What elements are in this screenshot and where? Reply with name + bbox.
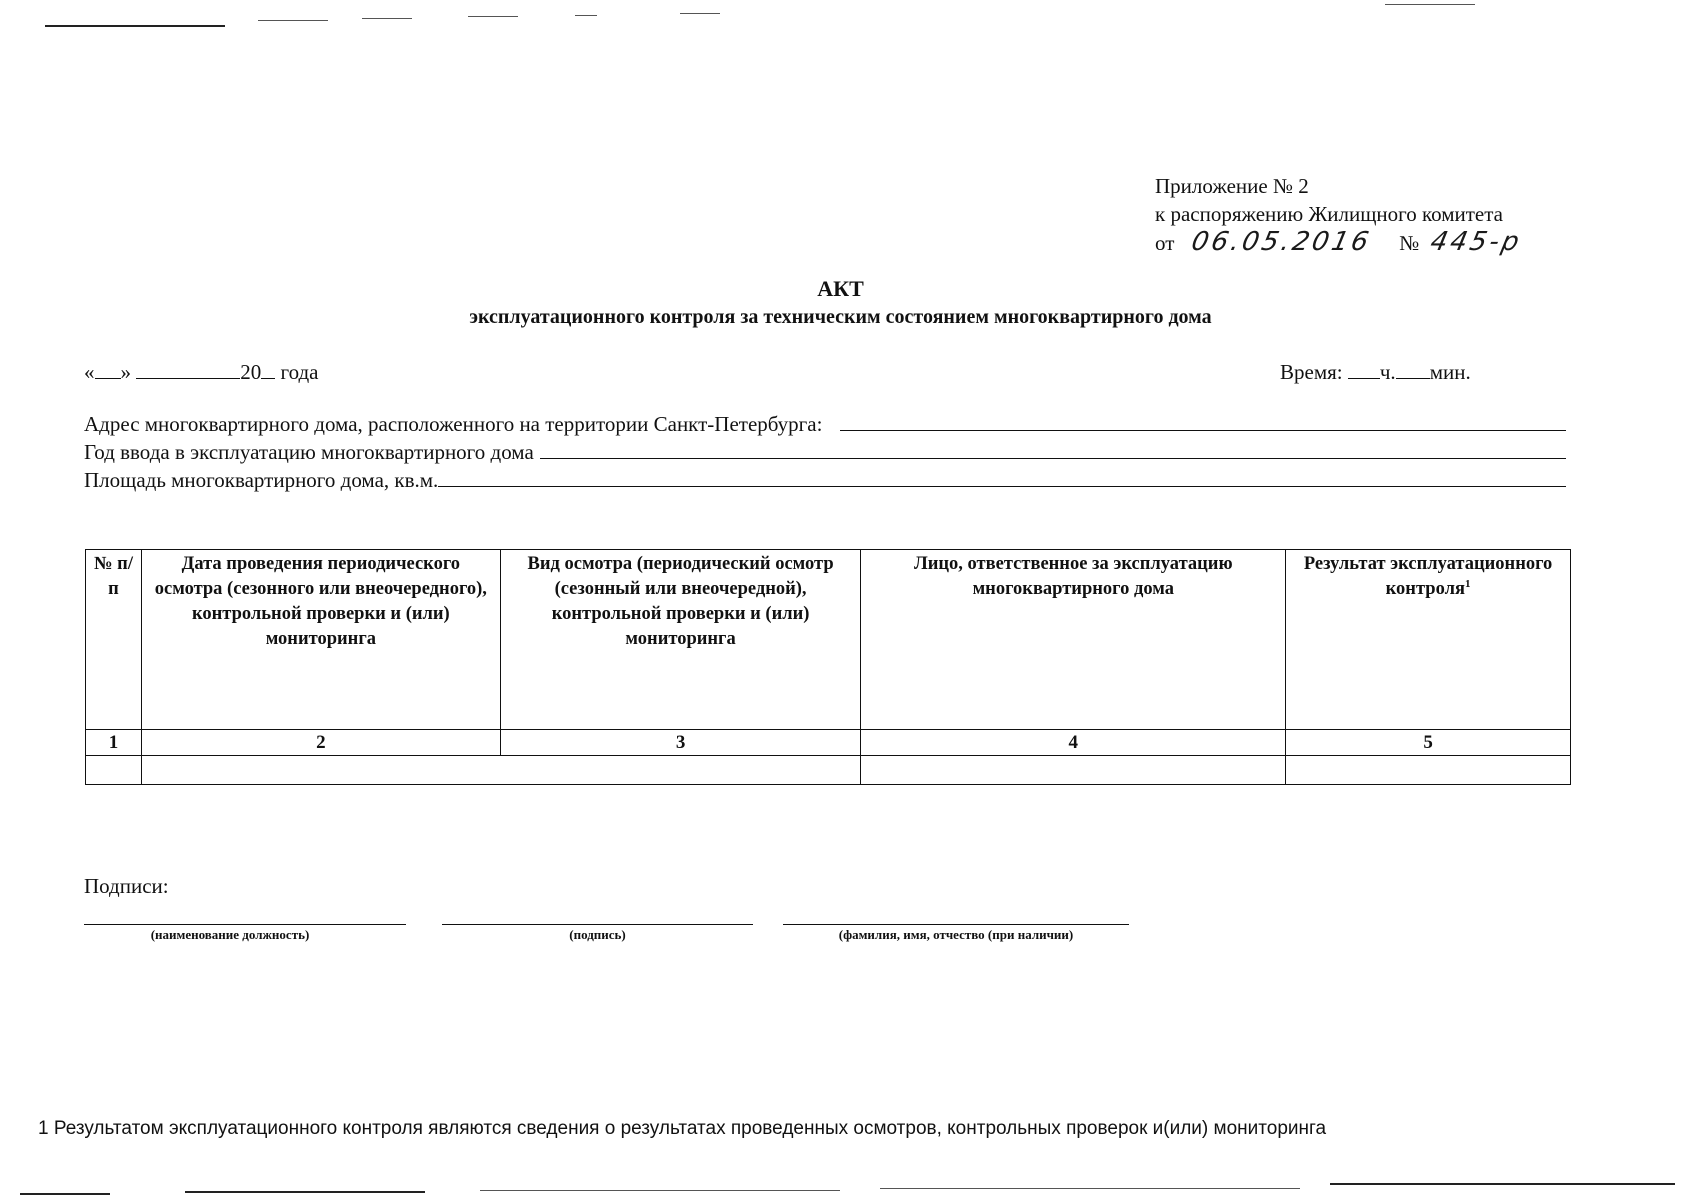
scan-artifact-bottom — [185, 1191, 425, 1193]
table-header-date: Дата проведения периодического осмотра (сезонного или внеочередного), контрольной проверки и (или) мониторинга — [141, 550, 500, 730]
scan-artifact-top — [45, 25, 225, 27]
time-minutes-blank — [1396, 360, 1430, 379]
scan-artifact-bottom — [1330, 1183, 1675, 1185]
handwritten-number: 445-р — [1428, 227, 1526, 257]
time-hours-label: ч. — [1379, 360, 1396, 384]
year-commissioned-blank — [540, 442, 1566, 459]
appendix-from-label: от — [1155, 231, 1175, 255]
table-header-responsible: Лицо, ответственное за эксплуатацию многоквартирного дома — [861, 550, 1286, 730]
scan-artifact-top — [680, 13, 720, 14]
date-day-blank — [95, 360, 121, 379]
scan-artifact-bottom — [480, 1190, 840, 1191]
area-blank — [438, 470, 1566, 487]
signature-position-caption: (наименование должность) — [150, 927, 310, 942]
date-open-quote: « — [84, 360, 95, 384]
date-year-prefix: 20 — [240, 360, 262, 384]
scan-artifact-top — [258, 20, 328, 21]
date-close-quote: » — [120, 360, 131, 384]
scan-artifact-top — [575, 15, 597, 16]
table-header-number: № п/п — [86, 550, 142, 730]
table-header-row — [86, 550, 1571, 730]
signature-name-caption: (фамилия, имя, отчество (при наличии) — [838, 927, 1074, 942]
appendix-number-label: № — [1399, 231, 1420, 255]
table-column-number: 5 — [1286, 730, 1571, 756]
appendix-order-ref: к распоряжению Жилищного комитета — [1155, 202, 1503, 226]
appendix-block — [1155, 172, 1526, 257]
footnote-mark: 1 — [38, 1118, 49, 1139]
time-line — [1280, 360, 1471, 385]
date-line — [84, 360, 319, 385]
footnote — [38, 1118, 1326, 1140]
table-cell — [141, 756, 860, 785]
scan-artifact-top-right — [1385, 4, 1475, 5]
table-header-result — [1286, 550, 1571, 730]
signature-sign-line — [442, 924, 753, 943]
table-cell — [86, 756, 142, 785]
area-label: Площадь многоквартирного дома, кв.м. — [84, 468, 439, 492]
footnote-mark: 1 — [1464, 577, 1471, 590]
date-month-blank — [136, 360, 240, 379]
date-year-blank — [261, 360, 275, 379]
area-field — [84, 468, 1566, 493]
time-minutes-label: мин. — [1429, 360, 1471, 384]
address-label: Адрес многоквартирного дома, расположенного на территории Санкт-Петербурга: — [84, 412, 823, 436]
time-hours-blank — [1348, 360, 1380, 379]
address-blank — [840, 414, 1566, 431]
scan-artifact-bottom — [880, 1188, 1300, 1189]
time-label: Время: — [1280, 360, 1343, 384]
table-header-inspection-type: Вид осмотра (периодический осмотр (сезонный или внеочередной), контрольной проверки и (или) мониторинга — [500, 550, 861, 730]
signature-sign-caption: (подпись) — [569, 927, 626, 942]
appendix-date-number — [1155, 227, 1526, 257]
scan-artifact-top — [468, 16, 518, 17]
table-column-number: 2 — [141, 730, 500, 756]
appendix-title: Приложение № 2 — [1155, 174, 1309, 198]
table-cell — [861, 756, 1286, 785]
table-header-result-text: Результат эксплуатационного контроля — [1303, 554, 1553, 599]
table-cell — [1286, 756, 1571, 785]
signatures-title: Подписи: — [84, 874, 169, 898]
scan-artifact-top — [362, 18, 412, 19]
inspection-table — [85, 549, 1571, 785]
scan-artifact-bottom — [20, 1193, 110, 1195]
table-column-number: 4 — [861, 730, 1286, 756]
signature-position-line — [84, 924, 406, 943]
date-year-suffix: года — [280, 360, 319, 384]
table-column-number: 3 — [500, 730, 861, 756]
year-commissioned-field — [84, 440, 1566, 465]
signature-name-line — [783, 924, 1129, 943]
document-title: АКТ — [817, 276, 864, 301]
table-row — [86, 756, 1571, 785]
handwritten-date: 06.05.2016 — [1189, 227, 1375, 257]
footnote-text: Результатом эксплуатационного контроля являются сведения о результатах проведенных осмотров, контрольных проверок и(или) мониторинга — [53, 1118, 1327, 1139]
document-subtitle: эксплуатационного контроля за техническим состоянием многоквартирного дома — [469, 306, 1212, 328]
year-commissioned-label: Год ввода в эксплуатацию многоквартирного дома — [84, 440, 534, 464]
table-column-numbers-row — [86, 730, 1571, 756]
table-column-number: 1 — [86, 730, 142, 756]
address-field — [84, 412, 1566, 437]
